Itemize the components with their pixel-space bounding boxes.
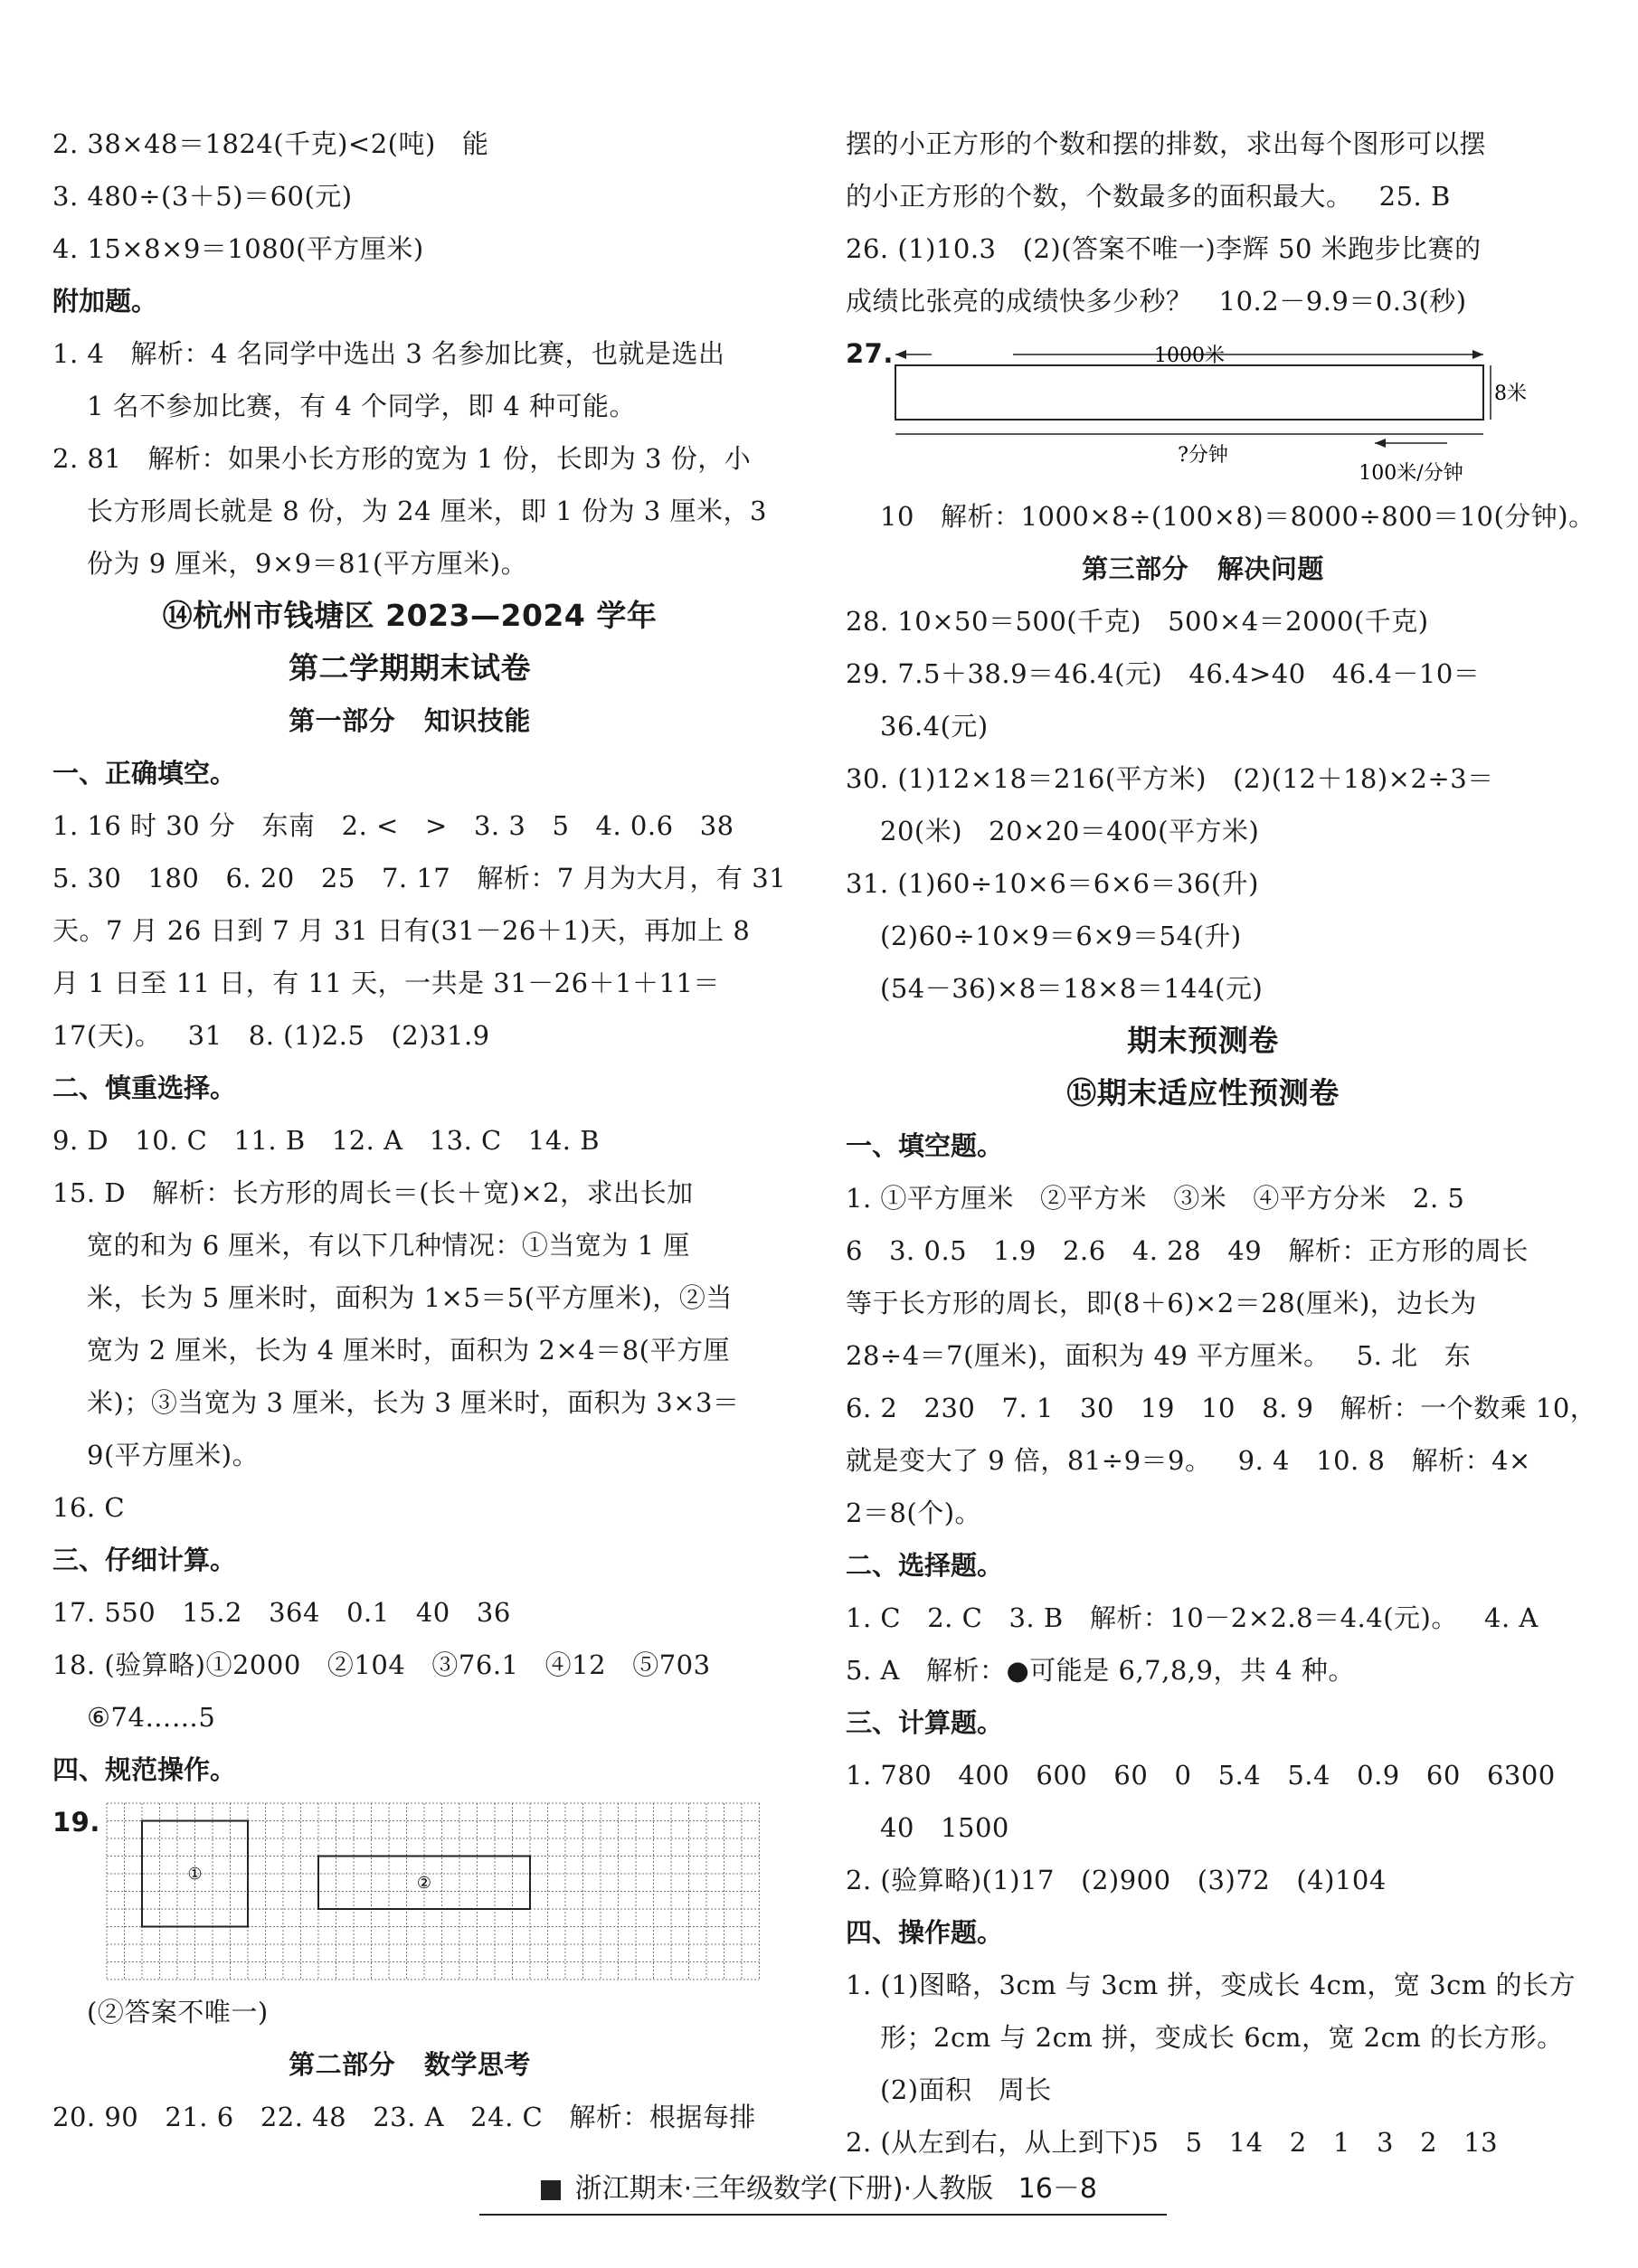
answer-line: 9. D 10. C 11. B 12. A 13. C 14. B [52,1125,601,1156]
section-heading: 四、规范操作。 [52,1754,237,1785]
answer-line: 16. C [52,1492,126,1523]
section-heading: 四、操作题。 [846,1917,1004,1948]
grid-question [52,1796,767,1986]
answer-line: 31. (1)60÷10×6＝6×6＝36(升) [846,868,1259,899]
heading: 期末预测卷 [1127,1023,1279,1058]
answer-line: (2)面积 周长 [880,2074,1052,2105]
answer-line: 1. 780 400 600 60 0 5.4 5.4 0.9 60 6300 [846,1760,1556,1791]
answer-line: 20(米) 20×20＝400(平方米) [880,816,1260,846]
footer-title: 浙江期末·三年级数学(下册)·人教版 [574,2173,994,2205]
section-heading: 三、计算题。 [846,1707,1004,1738]
answer-line: 4. 15×8×9＝1080(平方厘米) [52,233,424,264]
section-heading: 一、填空题。 [846,1130,1004,1161]
answer-line: 36.4(元) [880,711,989,742]
answer-line: 月 1 日至 11 日，有 11 天，一共是 31－26＋1＋11＝ [52,968,720,998]
footer-mark-icon [541,2180,561,2200]
answer-line: ⑥74……5 [87,1702,216,1733]
answer-line: 6. 2 230 7. 1 30 19 10 8. 9 解析：一个数乘 10， [846,1393,1597,1423]
answer-line: 15. D 解析：长方形的周长＝(长＋宽)×2，求出长加 [52,1177,694,1208]
left-column [52,118,787,2143]
side-width-label: 8米 [1494,383,1527,405]
top-length-label: 1000米 [1154,345,1225,367]
page-number: 16－8 [1018,2173,1097,2205]
shape-1-label: ① [187,1865,203,1884]
heading: ⑭杭州市钱塘区 2023—2024 学年 [162,598,658,633]
answer-line: 10 解析：1000×8÷(100×8)＝8000÷800＝10(分钟)。 [880,501,1595,532]
answer-line: 9(平方厘米)。 [87,1440,260,1470]
heading: 第二学期期末试卷 [289,650,531,685]
speed-label: 100米/分钟 [1359,462,1463,485]
answer-line: 1. C 2. C 3. B 解析：10－2×2.8＝4.4(元)。 4. A [846,1602,1539,1633]
answer-line: 17. 550 15.2 364 0.1 40 36 [52,1597,511,1628]
answer-line: 形；2cm 与 2cm 拼，变成长 6cm，宽 2cm 的长方形。 [880,2022,1564,2053]
answer-line: 的小正方形的个数，个数最多的面积最大。 25. B [846,181,1451,212]
answer-line: 40 1500 [880,1812,1009,1843]
diagram-question [846,327,1560,490]
answer-line: 宽的和为 6 厘米，有以下几种情况：①当宽为 1 厘 [87,1230,690,1261]
section-heading: 二、选择题。 [846,1550,1004,1581]
footer [0,2166,1638,2206]
answer-line: 3. 480÷(3＋5)＝60(元) [52,181,353,212]
answer-line: 6 3. 0.5 1.9 2.6 4. 28 49 解析：正方形的周长 [846,1235,1529,1266]
answer-line: (②答案不唯一) [87,1997,269,2027]
grid-figure [52,1803,740,1984]
answer-line: 5. A 解析：●可能是 6,7,8,9，共 4 种。 [846,1655,1355,1686]
answer-line: 2. 38×48＝1824(千克)<2(吨) 能 [52,128,489,159]
answer-line: 米)；③当宽为 3 厘米，长为 3 厘米时，面积为 3×3＝ [87,1387,740,1418]
shape-2-label: ② [416,1873,432,1893]
answer-line: 18. (验算略)①2000 ②104 ③76.1 ④12 ⑤703 [52,1649,711,1680]
heading: 第二部分 数学思考 [289,2049,531,2080]
answer-line: 28. 10×50＝500(千克) 500×4＝2000(千克) [846,606,1429,637]
section-heading: 附加题。 [52,286,158,317]
answer-line: 长方形周长就是 8 份，为 24 厘米，即 1 份为 3 厘米，3 [87,496,767,526]
right-column [846,118,1597,2169]
answer-line: 28÷4＝7(厘米)，面积为 49 平方厘米。 5. 北 东 [846,1340,1472,1371]
answer-line: 宽为 2 厘米，长为 4 厘米时，面积为 2×4＝8(平方厘 [87,1335,730,1366]
answer-line: 26. (1)10.3 (2)(答案不唯一)李辉 50 米跑步比赛的 [846,233,1482,264]
heading: 第一部分 知识技能 [289,705,531,736]
answer-line: 1. ①平方厘米 ②平方米 ③米 ④平方分米 2. 5 [846,1183,1465,1214]
left-arrowhead [895,350,906,359]
answer-line: 2. 81 解析：如果小长方形的宽为 1 份，长即为 3 份，小 [52,443,752,474]
answer-line: 2. (验算略)(1)17 (2)900 (3)72 (4)104 [846,1865,1387,1895]
heading: 第三部分 解决问题 [1082,553,1324,584]
answer-line: 29. 7.5＋38.9＝46.4(元) 46.4>40 46.4－10＝ [846,658,1481,689]
answer-line: 1 名不参加比赛，有 4 个同学，即 4 种可能。 [87,391,636,421]
question-number: 19. [52,1807,100,1838]
section-heading: 三、仔细计算。 [52,1545,237,1575]
answer-line: 等于长方形的周长，即(8＋6)×2＝28(厘米)，边长为 [846,1288,1477,1318]
answer-line: 就是变大了 9 倍，81÷9＝9。 9. 4 10. 8 解析：4× [846,1445,1531,1476]
speed-arrowhead [1375,439,1386,448]
road-rectangle [895,365,1483,420]
top-label-bg [932,344,1013,365]
answer-line: 1. 16 时 30 分 东南 2. < > 3. 3 5 4. 0.6 38 [52,810,734,841]
answer-line: 5. 30 180 6. 20 25 7. 17 解析：7 月为大月，有 31 [52,863,787,893]
answer-line: 20. 90 21. 6 22. 48 23. A 24. C 解析：根据每排 [52,2102,756,2132]
right-arrowhead [1472,350,1483,359]
answer-line: 1. 4 解析：4 名同学中选出 3 名参加比赛，也就是选出 [52,338,725,369]
answer-line: (54－36)×8＝18×8＝144(元) [880,973,1264,1004]
section-heading: 二、慎重选择。 [52,1073,237,1103]
answer-line: 30. (1)12×18＝216(平方米) (2)(12＋18)×2÷3＝ [846,763,1494,794]
answer-line: (2)60÷10×9＝6×9＝54(升) [880,921,1242,951]
heading: ⑮期末适应性预测卷 [1066,1075,1340,1110]
section-heading: 一、正确填空。 [52,758,237,789]
answer-line: 份为 9 厘米，9×9＝81(平方厘米)。 [87,548,528,579]
answer-line: 2. (从左到右，从上到下)5 5 14 2 1 3 2 13 [846,2127,1499,2158]
answer-line: 17(天)。 31 8. (1)2.5 (2)31.9 [52,1020,490,1051]
answer-line: 天。7 月 26 日到 7 月 31 日有(31－26＋1)天，再加上 8 [52,915,751,946]
footer-rule [479,2214,1167,2216]
time-question-label: ?分钟 [1178,444,1228,467]
answer-line: 米，长为 5 厘米时，面积为 1×5＝5(平方厘米)，②当 [87,1282,733,1313]
answer-line: 成绩比张亮的成绩快多少秒？ 10.2－9.9＝0.3(秒) [846,286,1467,317]
answer-line: 摆的小正方形的个数和摆的排数，求出每个图形可以摆 [846,128,1487,159]
answer-line: 2＝8(个)。 [846,1498,982,1528]
road-diagram [846,335,1527,488]
question-number: 27. [846,338,894,369]
answer-line: 1. (1)图略，3cm 与 3cm 拼，变成长 4cm，宽 3cm 的长方 [846,1970,1576,2000]
